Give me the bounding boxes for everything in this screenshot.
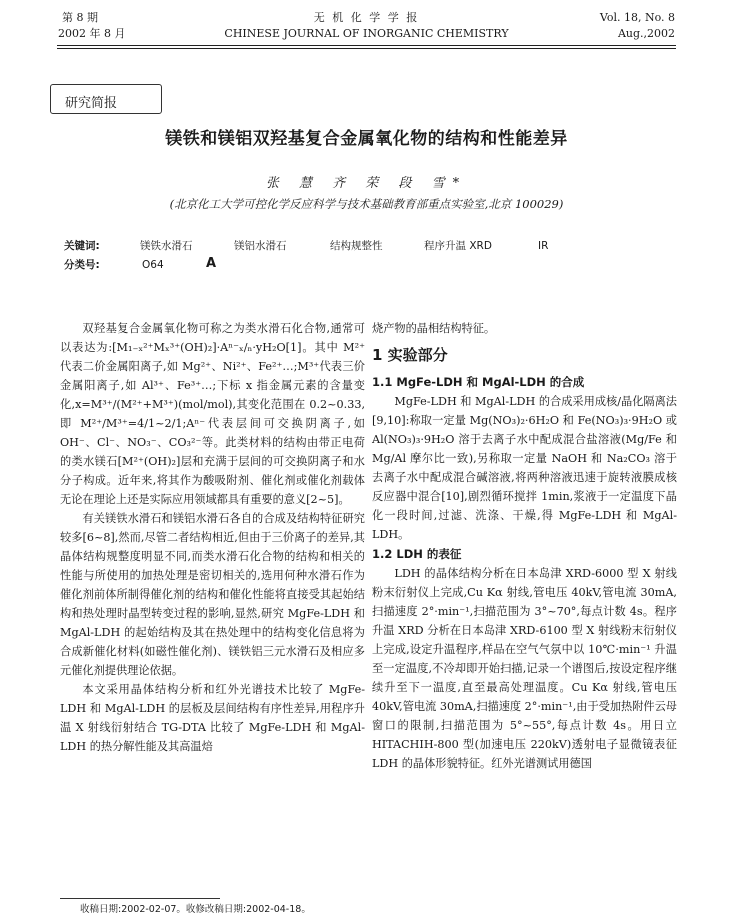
subsection-heading: 1.1 MgFe-LDH 和 MgAl-LDH 的合成 [372,375,585,389]
paragraph: 双羟基复合金属氧化物可称之为类水滑石化合物,通常可以表达为:[M₁₋ₓ²⁺Mₓ³⁺(OH)₂]·Aⁿ⁻ₓ/ₙ·yH₂O[1]。其中 M²⁺代表二价金属阳离子,如 Mg²⁺、Ni²⁺、Fe²⁺…;M³⁺代表三价金属阳离子,如 Al³⁺、Fe³⁺…;下标 x 指金属元素的含量变化,x=M³⁺/(M²⁺+M³⁺)(mol/mol),其变化范围在 0.2~0.33,即 M²⁺/M³⁺=4/1~2/1;Aⁿ⁻代表层间可交换阴离子,如 OH⁻、Cl⁻、NO₃⁻、CO₃²⁻等。此类材料的结构由带正电荷的类水镁石[M²⁺(OH)₂]层和充满于层间的可交换阴离子和水分子构成。近年来,将其作为酸吸附剂、催化剂或催化剂载体无论在理论上还是实际应用领域都具有重要的意义[2~5]。 [60,322,365,506]
keyword-item: 程序升温 XRD [424,240,492,252]
journal-title-cn: 无 机 化 学 学 报 [313,11,420,24]
section-heading: 1 实验部分 [372,346,448,364]
article-title: 镁铁和镁铝双羟基复合金属氧化物的结构和性能差异 [165,129,568,149]
section-tag-label: 研究简报 [65,96,118,111]
right-column [372,319,677,773]
authors: 张 慧 齐 荣 段 雪* [265,176,468,191]
keyword-item: 镁铁水滑石 [140,240,193,252]
paragraph: 烧产物的晶相结构特征。 [372,322,496,335]
header-rule [57,45,676,46]
issue-number: 第 8 期 [62,11,98,24]
paragraph: 本文采用晶体结构分析和红外光谱技术比较了 MgFe-LDH 和 MgAl-LDH 的层板及层间结构有序性差异,用程序升温 X 射线衍射结合 TG-DTA 比较了 MgFe-LDH 和 MgAl-LDH 的热分解性能及其高温焙 [60,683,365,753]
left-column [60,319,365,756]
affiliation: (北京化工大学可控化学反应科学与技术基础教育部重点实验室,北京 100029) [169,197,564,211]
keyword-item: 镁铝水滑石 [234,240,287,252]
journal-title-en: CHINESE JOURNAL OF INORGANIC CHEMISTRY [224,27,509,40]
document-code: A [206,256,217,271]
keywords-label: 关键词: [64,240,100,252]
classification-label: 分类号: [64,259,100,271]
received-date-footnote: 收稿日期:2002-02-07。收修改稿日期:2002-04-18。 [80,904,311,915]
issue-date-en: Aug.,2002 [617,27,675,40]
keyword-item: 结构规整性 [330,240,383,252]
paragraph: 有关镁铁水滑石和镁铝水滑石各自的合成及结构特征研究较多[6~8],然而,尽管二者结构相近,但由于三价离子的差异,其晶体结构规整度明显不同,而类水滑石化合物的结构和相关的性能与所使用的加热处理是密切相关的,选用何种水滑石作为催化剂前体所制得催化剂的结构和催化性能将直接受其起始结构和热处理时晶型转变过程的影响,显然,研究 MgFe-LDH 和 MgAl-LDH 的起始结构及其在热处理中的结构变化信息将为合成新催化材料(如磁性催化剂)、镁铁铝三元水滑石及相应多元催化剂提供理论依据。 [60,512,365,677]
classification-code: O64 [142,259,164,271]
volume-number: Vol. 18, No. 8 [599,11,675,24]
section-tag [50,84,162,114]
paragraph: LDH 的晶体结构分析在日本岛津 XRD-6000 型 X 射线粉末衍射仪上完成,Cu Kα 射线,管电压 40kV,管电流 30mA,扫描速度 2°·min⁻¹,扫描范围为 3°~70°,每点计数 4s。程序升温 XRD 分析在日本岛津 XRD-6100 型 X 射线粉末衍射仪上完成,设定升温程序,样品在空气气氛中以 10℃·min⁻¹ 升温至一定温度,不冷却即开始扫描,记录一个谱图后,按设定程序继续升至下一温度,直至最高处理温度。Cu Kα 射线,管电压 40kV,管电流 30mA,扫描速度 2°·min⁻¹,由于受加热附件云母窗口的限制,扫描范围为 5°~55°,每点计数 4s。用日立 HITACHIH-800 型(加速电压 220kV)透射电子显微镜表征 LDH 的晶体形貌特征。红外光谱测试用德国 [372,567,677,770]
paragraph: MgFe-LDH 和 MgAl-LDH 的合成采用成核/晶化隔离法[9,10]:称取一定量 Mg(NO₃)₂·6H₂O 和 Fe(NO₃)₃·9H₂O 或 Al(NO₃)₃·9H₂O 溶于去离子水中配成混合盐溶液(Mg/Fe 和 Mg/Al 摩尔比一致),另称取一定量 NaOH 和 Na₂CO₃ 溶于去离子水中配成混合碱溶液,将两种溶液迅速于旋转液膜成核反应器中混合[10],剧烈循环搅拌 1min,浆液于一定温度下晶化一段时间,过滤、洗涤、干燥,得 MgFe-LDH 和 MgAl-LDH。 [372,395,677,541]
header-rule-double [57,48,676,49]
subsection-heading: 1.2 LDH 的表征 [372,547,462,561]
footnote-rule [60,898,220,899]
keyword-item: IR [538,240,549,252]
issue-date: 2002 年 8 月 [58,27,126,40]
